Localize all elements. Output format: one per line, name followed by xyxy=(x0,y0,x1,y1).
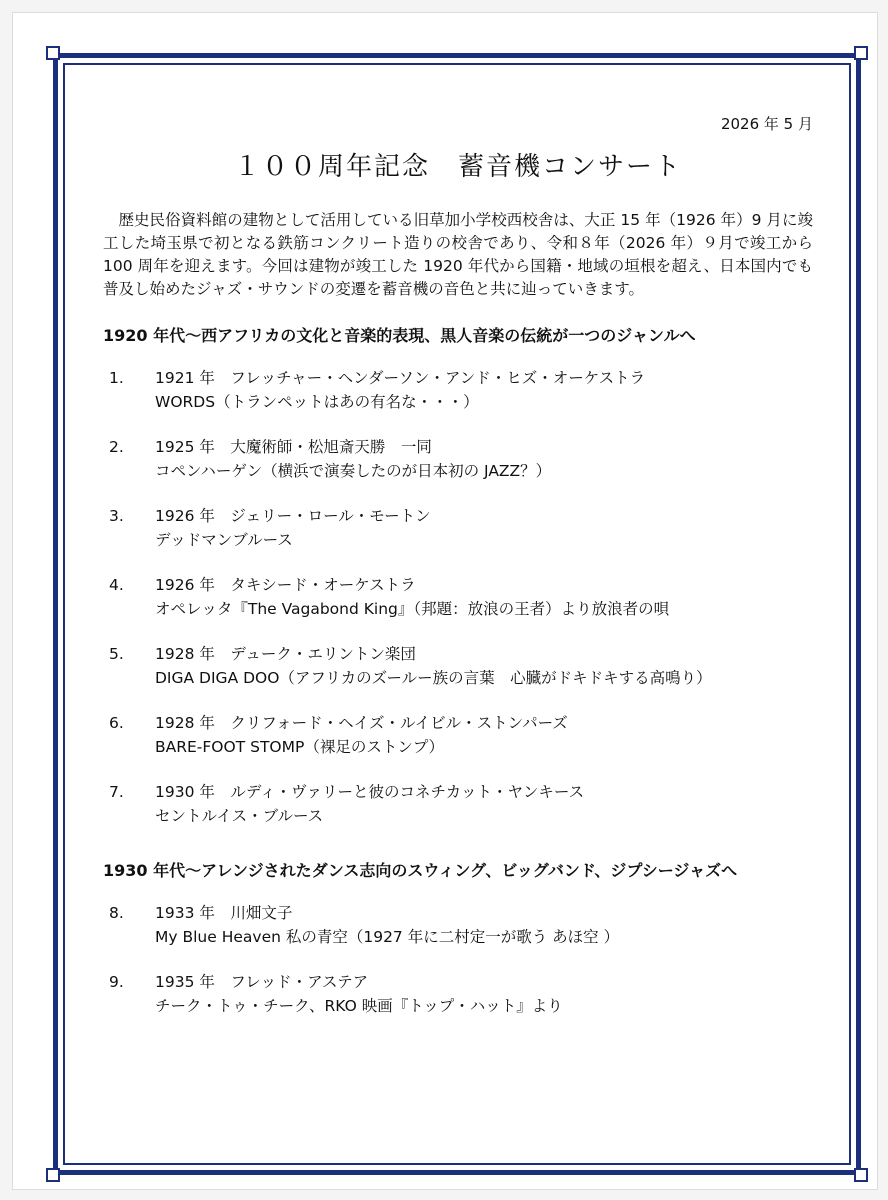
program-item xyxy=(103,366,813,414)
document-date: 2026 年 5 月 xyxy=(720,115,813,133)
item-number: 8. xyxy=(109,904,124,922)
item-title: セントルイス・ブルース xyxy=(155,807,324,825)
item-title: チーク・トゥ・チーク、RKO 映画『トップ・ハット』より xyxy=(155,997,563,1015)
item-year-artist: 1926 年 ジェリー・ロール・モートン xyxy=(155,507,431,525)
corner-ornament-top-right xyxy=(854,46,868,60)
program-item xyxy=(103,642,813,690)
item-year-artist: 1935 年 フレッド・アステア xyxy=(155,973,369,991)
item-title: BARE-FOOT STOMP（裸足のストンプ） xyxy=(155,738,444,756)
corner-ornament-bottom-left xyxy=(46,1168,60,1182)
item-title: コペンハーゲン（横浜で演奏したのが日本初の JAZZ？） xyxy=(155,462,552,480)
corner-ornament-bottom-right xyxy=(854,1168,868,1182)
item-title: WORDS（トランペットはあの有名な・・・） xyxy=(155,393,479,411)
page-title: １００周年記念 蓄音機コンサート xyxy=(233,152,682,182)
program-item xyxy=(103,573,813,621)
item-year-artist: 1925 年 大魔術師・松旭斎天勝 一同 xyxy=(155,438,432,456)
document-content xyxy=(103,113,813,1039)
item-number: 6. xyxy=(109,714,124,732)
item-year-artist: 1930 年 ルディ・ヴァリーと彼のコネチカット・ヤンキース xyxy=(155,783,585,801)
item-number: 9. xyxy=(109,973,124,991)
item-year-artist: 1928 年 デューク・エリントン楽団 xyxy=(155,645,416,663)
item-number: 2. xyxy=(109,438,124,456)
intro-paragraph: 歴史民俗資料館の建物として活用している旧草加小学校西校舎は、大正 15 年（1926 年）9 月に竣工した埼玉県で初となる鉄筋コンクリート造りの校舎であり、令和８年（2026 年）９月で竣工から 100 周年を迎えます。今回は建物が竣工した 1920 年代から国籍・地域の垣根を超え、日本国内でも普及し始めたジャズ・サウンドの変遷を蓄音機の音色と共に辿っていきます。 xyxy=(103,211,813,298)
item-year-artist: 1926 年 タキシード・オーケストラ xyxy=(155,576,416,594)
item-title: オペレッタ『The Vagabond King』（邦題：放浪の王者）より放浪者の唄 xyxy=(155,600,670,618)
program-item xyxy=(103,901,813,949)
program-item xyxy=(103,780,813,828)
section-heading-1930s: 1930 年代〜アレンジされたダンス志向のスウィング、ビッグバンド、ジプシージャズへ xyxy=(103,861,738,880)
program-item xyxy=(103,504,813,552)
document-page xyxy=(12,12,878,1190)
item-year-artist: 1921 年 フレッチャー・ヘンダーソン・アンド・ヒズ・オーケストラ xyxy=(155,369,646,387)
item-title: DIGA DIGA DOO（アフリカのズールー族の言葉 心臓がドキドキする高鳴り） xyxy=(155,669,712,687)
item-number: 1. xyxy=(109,369,124,387)
item-title: My Blue Heaven 私の青空（1927 年に二村定一が歌う あほ空 ） xyxy=(155,928,620,946)
item-number: 5. xyxy=(109,645,124,663)
program-item xyxy=(103,435,813,483)
item-number: 4. xyxy=(109,576,124,594)
item-year-artist: 1933 年 川畑文子 xyxy=(155,904,293,922)
item-number: 7. xyxy=(109,783,124,801)
section-heading-1920s: 1920 年代〜西アフリカの文化と音楽的表現、黒人音楽の伝統が一つのジャンルへ xyxy=(103,326,696,345)
item-number: 3. xyxy=(109,507,124,525)
item-title: デッドマンブルース xyxy=(155,531,293,549)
item-year-artist: 1928 年 クリフォード・ヘイズ・ルイビル・ストンパーズ xyxy=(155,714,568,732)
program-item xyxy=(103,970,813,1018)
program-item xyxy=(103,711,813,759)
corner-ornament-top-left xyxy=(46,46,60,60)
